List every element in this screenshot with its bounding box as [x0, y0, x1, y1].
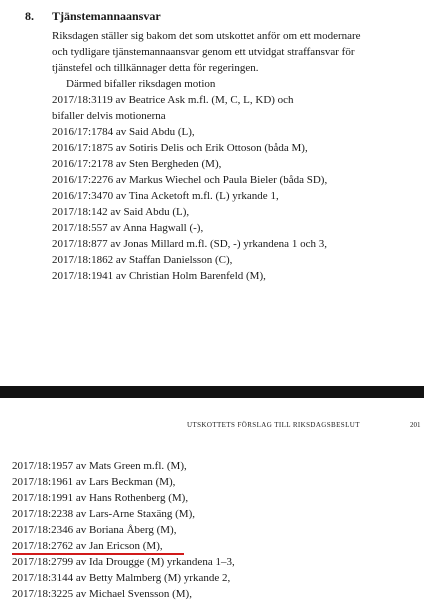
text-line: 2017/18:1941 av Christian Holm Barenfeld (M),: [52, 270, 266, 282]
page-divider: [0, 386, 424, 398]
text-line: 2016/17:2178 av Sten Bergheden (M),: [52, 158, 222, 170]
motion-line-text: 2017/18:2799 av Ida Drougge (M) yrkandena 1–3,: [12, 556, 235, 568]
motion-line: [12, 554, 235, 570]
text-line: 2017/18:3119 av Beatrice Ask m.fl. (M, C, L, KD) och: [52, 94, 294, 106]
motion-line-text: 2017/18:1957 av Mats Green m.fl. (M),: [12, 460, 187, 472]
decision-text-list: [52, 28, 361, 284]
text-line: 2016/17:3470 av Tina Acketoft m.fl. (L) yrkande 1,: [52, 190, 279, 202]
text-line: 2017/18:557 av Anna Hagwall (-),: [52, 222, 204, 234]
motion-line: [12, 490, 235, 506]
motion-line-text: 2017/18:3144 av Betty Malmberg (M) yrkande 2,: [12, 572, 231, 584]
text-line: 2017/18:1862 av Staffan Danielsson (C),: [52, 254, 233, 266]
section-number: 8.: [25, 9, 34, 23]
text-line: 2016/17:2276 av Markus Wiechel och Paula Bieler (båda SD),: [52, 174, 328, 186]
motion-line-text: 2017/18:3225 av Michael Svensson (M),: [12, 588, 192, 600]
motion-line-text: 2017/18:1961 av Lars Beckman (M),: [12, 476, 176, 488]
motion-line: [12, 586, 235, 602]
text-line: 2017/18:877 av Jonas Millard m.fl. (SD, -) yrkandena 1 och 3,: [52, 238, 327, 250]
text-line: 2016/17:1784 av Said Abdu (L),: [52, 126, 195, 138]
text-line: tjänstefel och tillkännager detta för regeringen.: [52, 62, 259, 74]
text-line: bifaller delvis motionerna: [52, 110, 166, 122]
motion-line: [12, 506, 235, 522]
text-line: 2017/18:142 av Said Abdu (L),: [52, 206, 190, 218]
motion-line: [12, 474, 235, 490]
motion-list: [12, 458, 235, 602]
motion-line-text: 2017/18:2238 av Lars-Arne Staxäng (M),: [12, 508, 195, 520]
motion-line: [12, 522, 235, 538]
text-line: Därmed bifaller riksdagen motion: [66, 78, 216, 90]
motion-line-text: 2017/18:1991 av Hans Rothenberg (M),: [12, 492, 189, 504]
running-head-page-number: 201: [410, 421, 421, 429]
section-title: Tjänstemannaansvar: [52, 9, 161, 23]
running-head: UTSKOTTETS FÖRSLAG TILL RIKSDAGSBESLUT: [187, 421, 360, 429]
motion-line-text: 2017/18:2762 av Jan Ericson (M),: [12, 540, 163, 552]
text-line: Riksdagen ställer sig bakom det som utskottet anför om ett modernare: [52, 30, 361, 42]
text-line: och tydligare tjänstemannaansvar genom ett utvidgat straffansvar för: [52, 46, 355, 58]
motion-line: [12, 570, 235, 586]
document-page-bottom: [0, 398, 424, 600]
text-line: 2016/17:1875 av Sotiris Delis och Erik Ottoson (båda M),: [52, 142, 308, 154]
motion-line: [12, 458, 235, 474]
motion-line: [12, 538, 235, 554]
motion-line-text: 2017/18:2346 av Boriana Åberg (M),: [12, 524, 177, 536]
